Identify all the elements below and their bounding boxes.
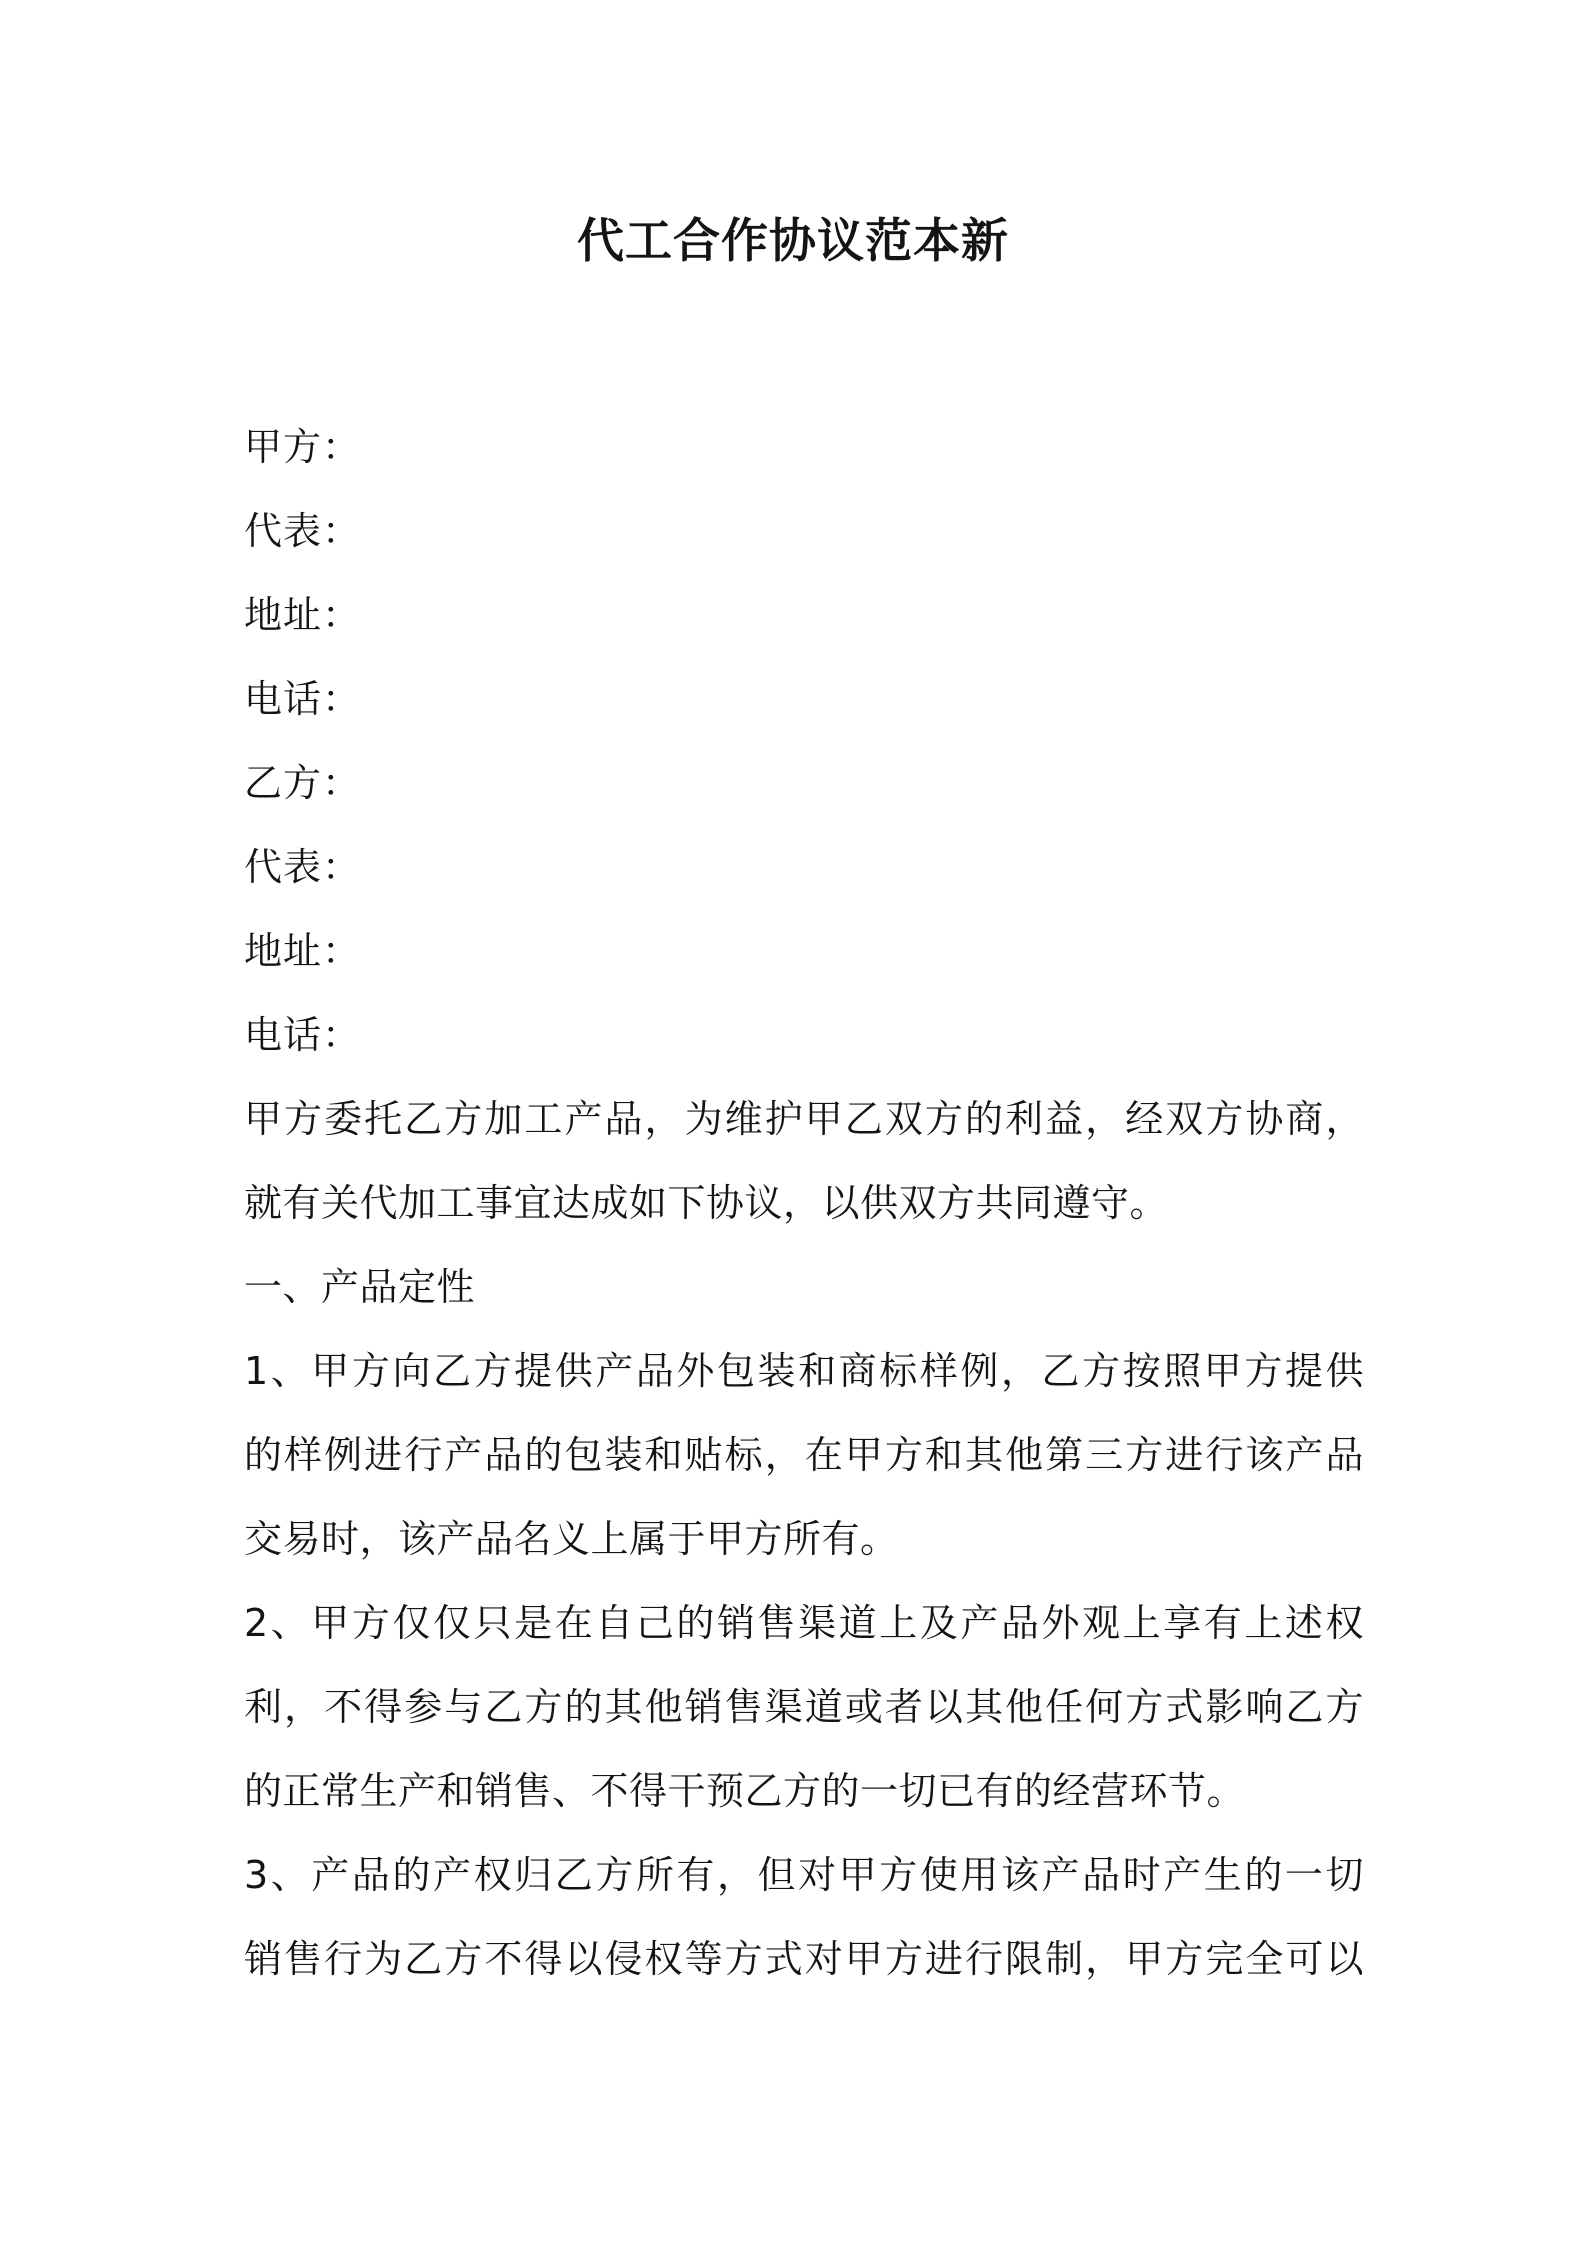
clause-3-line: 3、产品的产权归乙方所有，但对甲方使用该产品时产生的一切 (244, 1853, 1364, 1897)
party-a-label: 甲方： (244, 425, 362, 469)
party-b-label: 乙方： (244, 761, 362, 805)
party-b-representative-label: 代表： (244, 845, 362, 889)
clause-2-line: 利，不得参与乙方的其他销售渠道或者以其他任何方式影响乙方 (244, 1685, 1364, 1729)
clause-1-line: 1、甲方向乙方提供产品外包装和商标样例，乙方按照甲方提供 (244, 1349, 1364, 1393)
clause-2-line: 2、甲方仅仅只是在自己的销售渠道上及产品外观上享有上述权 (244, 1601, 1364, 1645)
clause-3-line: 销售行为乙方不得以侵权等方式对甲方进行限制，甲方完全可以 (244, 1937, 1364, 1981)
party-a-representative-label: 代表： (244, 509, 362, 553)
document-title: 代工合作协议范本新 (577, 214, 1009, 269)
party-b-address-label: 地址： (244, 929, 362, 973)
party-a-address-label: 地址： (244, 593, 362, 637)
party-a-phone-label: 电话： (244, 677, 362, 721)
intro-paragraph-line: 甲方委托乙方加工产品，为维护甲乙双方的利益，经双方协商， (244, 1097, 1364, 1141)
clause-2-line: 的正常生产和销售、不得干预乙方的一切已有的经营环节。 (244, 1769, 1246, 1813)
clause-1-line: 的样例进行产品的包装和贴标，在甲方和其他第三方进行该产品 (244, 1433, 1364, 1477)
party-b-phone-label: 电话： (244, 1013, 362, 1057)
intro-paragraph-line: 就有关代加工事宜达成如下协议，以供双方共同遵守。 (244, 1181, 1169, 1225)
document-body (244, 405, 1364, 2001)
section-heading: 一、产品定性 (244, 1265, 476, 1309)
clause-1-line: 交易时，该产品名义上属于甲方所有。 (244, 1517, 899, 1561)
